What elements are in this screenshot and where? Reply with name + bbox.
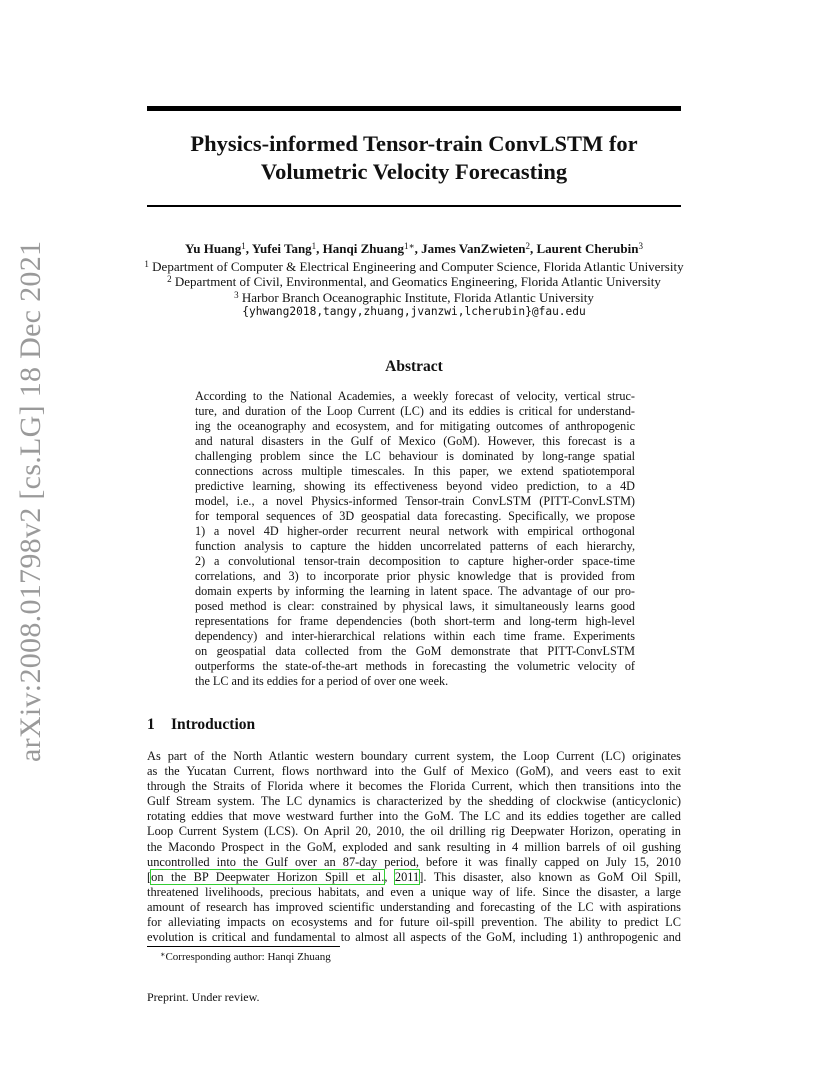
text-line: Loop Current System (LCS). On April 20, 2010, the oil drilling rig Deepwater Horizon, operating in: [147, 824, 681, 839]
introduction-body: [147, 749, 681, 945]
text-line: on geospatial data collected from the GoM demonstrate that PITT-ConvLSTM: [195, 644, 635, 658]
affiliation-mark: 1: [144, 259, 149, 269]
affiliation-1: [100, 259, 728, 275]
footnote-mark: ∗: [160, 950, 166, 959]
citation-author: on the BP Deepwater Horizon Spill et al.: [151, 869, 385, 884]
affiliation-mark: 3: [234, 290, 239, 300]
text-line: threatened livelihoods, precious habitats, and even a unique way of life. Since the disaster, a large: [147, 884, 681, 899]
text-line: and natural disasters in the Gulf of Mexico (GoM). However, this forecast is a: [195, 434, 635, 448]
affiliation-text: Department of Computer & Electrical Engineering and Computer Science, Florida Atlantic University: [152, 259, 684, 274]
author-name: James VanZwieten: [421, 241, 526, 256]
abstract-heading: Abstract: [385, 358, 443, 375]
text-line: as the Yucatan Current, flows northward into the Gulf of Mexico (GoM), and veers east to exit: [147, 764, 681, 779]
footnote: [160, 950, 331, 964]
abstract-body: [195, 389, 635, 689]
citation-link[interactable]: [151, 870, 384, 884]
affiliation-mark: 2: [167, 274, 172, 284]
text-line: According to the National Academies, a weekly forecast of velocity, vertical struc-: [195, 389, 635, 403]
text-line: model, i.e., a novel Physics-informed Tensor-train ConvLSTM (PITT-ConvLSTM): [195, 494, 635, 508]
author-affiliation-mark: 3: [638, 241, 643, 251]
preprint-note: Preprint. Under review.: [147, 990, 260, 1004]
text-line: through the Straits of Florida where it becomes the Florida Current, which then transitions into the: [147, 779, 681, 794]
author-affiliation-mark: 1: [311, 241, 317, 251]
text-line: predictive learning, showing its effectiveness beyond video prediction, to a 4D: [195, 479, 635, 493]
citation-bracket: [: [147, 869, 152, 884]
text-line: dependency) and inter-hierarchical relations within each time frame. Experiments: [195, 629, 635, 643]
affiliation-text: Harbor Branch Oceanographic Institute, Florida Atlantic University: [241, 290, 594, 305]
text-line: uncontrolled into the Gulf over an 87-day period, before it was finally capped on July 15, 2010: [147, 854, 681, 869]
text-line: [147, 870, 681, 885]
author-affiliation-mark: 1: [241, 241, 246, 251]
author-name: Laurent Cherubin: [536, 241, 639, 256]
text-line: the Macondo Prospect in the GoM, exploded and sank resulting in 4 million barrels of oil gushing: [147, 839, 681, 854]
citation-year: 2011: [394, 869, 420, 884]
citation-trailing-text: ]. This disaster, also known as GoM Oil Spill,: [419, 869, 681, 884]
footnote-rule: [147, 946, 340, 947]
citation-separator: ,: [384, 869, 395, 884]
author-list: Yu Huang$^1$, Yufei Tang$^1$, Hanqi Zhuang$^{1∗}$, James VanZwieten$^2$, Laurent Cherubin$^3$: [185, 241, 643, 256]
text-line: ture, and duration of the Loop Current (LC) and its eddies is critical for understand-: [195, 404, 635, 418]
text-line: connections across multiple timescales. In this paper, we extend spatiotemporal: [195, 464, 635, 478]
author-name: Yu Huang: [185, 241, 242, 256]
text-line: 2) a convolutional tensor-train decomposition to capture higher-order space-time: [195, 554, 635, 568]
text-line: As part of the North Atlantic western boundary current system, the Loop Current (LC) originates: [147, 749, 681, 763]
author-name: Yufei Tang: [251, 241, 312, 256]
title-line-2: Volumetric Velocity Forecasting: [260, 159, 568, 184]
arxiv-identifier-stamp: arXiv:2008.01798v2 [cs.LG] 18 Dec 2021: [14, 240, 47, 762]
text-line: for temporal sequences of 3D geospatial data forecasting. Specifically, we propose: [195, 509, 635, 523]
section-heading-introduction: [147, 715, 255, 735]
title-bottom-rule: [147, 205, 681, 207]
footnote-text: Corresponding author: Hanqi Zhuang: [165, 951, 331, 963]
text-line: function analysis to capture the hidden uncorrelated patterns of each hierarchy,: [195, 539, 635, 553]
author-affiliation-mark: 2: [525, 241, 530, 251]
text-line: correlations, and 3) to incorporate prior physic knowledge that is provided from: [195, 569, 635, 583]
affiliation-text: Department of Civil, Environmental, and Geomatics Engineering, Florida Atlantic University: [174, 274, 661, 289]
text-line: Gulf Stream system. The LC dynamics is characterized by the shedding of clockwise (anticyclonic): [147, 794, 681, 809]
title-line-1: Physics-informed Tensor-train ConvLSTM for: [190, 131, 638, 156]
text-line: evolution is critical and fundamental to almost all aspects of the GoM, including 1) anthropogenic and: [147, 930, 681, 945]
text-line: the LC and its eddies for a period of over one week.: [195, 674, 449, 688]
text-line: representations for frame dependencies (both short-term and long-term high-level: [195, 614, 635, 628]
text-line: outperforms the state-of-the-art methods in forecasting the volumetric velocity of: [195, 659, 635, 673]
text-line: ing the oceanography and ecosystem, and for mitigating outcomes of anthropogenic: [195, 419, 635, 433]
text-line: posed method is clear: constrained by physical laws, it simultaneously learns good: [195, 599, 635, 613]
text-line: domain experts by informing the learning in latent space. The advantage of our pro-: [195, 584, 635, 598]
author-affiliation-mark: 1∗: [403, 241, 415, 251]
author-emails: {yhwang2018,tangy,zhuang,jvanzwi,lcherubin}@fau.edu: [242, 305, 586, 318]
text-line: for alleviating impacts on ecosystems and for future oil-spill prevention. The ability to predict LC: [147, 915, 681, 930]
text-line: rotating eddies that move westward further into the GoM. The LC and its eddies together are called: [147, 809, 681, 824]
affiliation-2: [100, 274, 728, 290]
paper-title: [147, 130, 681, 186]
text-line: challenging problem since the LC behaviour is dominated by long-range spatial: [195, 449, 635, 463]
section-number: 1: [147, 716, 155, 733]
text-line: 1) a novel 4D higher-order recurrent neural network with empirical orthogonal: [195, 524, 635, 538]
title-top-rule: [147, 106, 681, 111]
citation-year-link[interactable]: [395, 870, 419, 884]
author-name: Hanqi Zhuang: [322, 241, 404, 256]
section-title: Introduction: [171, 716, 256, 733]
text-line: amount of research has improved scientific understanding and forecasting of the LC with aspirations: [147, 899, 681, 914]
